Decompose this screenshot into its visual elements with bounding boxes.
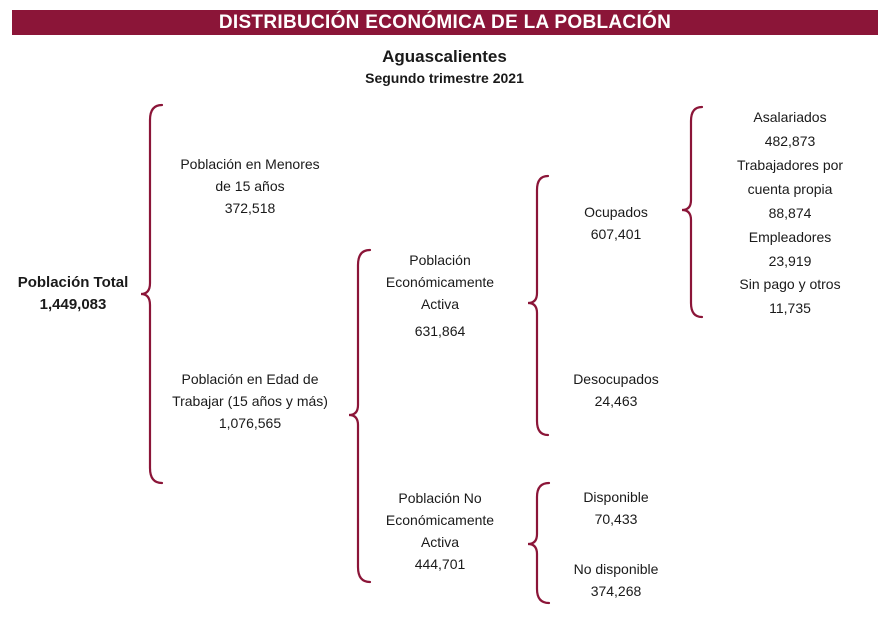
pnea-label-1: Población No (398, 490, 482, 506)
cuenta-propia-label-1: Trabajadores por (736, 157, 844, 173)
menores-label-1: Población en Menores (180, 156, 320, 172)
node-cuenta-propia (710, 153, 870, 225)
menores-label-2: de 15 años (215, 178, 285, 194)
node-no-disponible (555, 558, 677, 602)
brace-edad-trabajar (349, 250, 370, 582)
pnea-label-2: Económicamente (385, 512, 495, 528)
pnea-value: 444,701 (414, 556, 466, 572)
pnea-label-3: Activa (420, 534, 460, 550)
node-empleadores (710, 225, 870, 273)
pea-label-3: Activa (420, 296, 460, 312)
pea-label-1: Población (409, 252, 471, 268)
empleadores-value: 23,919 (768, 253, 812, 269)
node-disponible (560, 486, 672, 530)
poblacion-total-label: Población Total (17, 274, 129, 291)
node-menores-15 (160, 153, 340, 219)
pea-value: 631,864 (414, 323, 466, 339)
region-title: Aguascalientes (382, 47, 507, 66)
no-disponible-value: 374,268 (590, 583, 642, 599)
no-disponible-label: No disponible (573, 561, 659, 577)
edad-trabajar-value: 1,076,565 (218, 415, 282, 431)
title-banner: DISTRIBUCIÓN ECONÓMICA DE LA POBLACIÓN (12, 10, 878, 35)
pea-label-2: Económicamente (385, 274, 495, 290)
ocupados-label: Ocupados (584, 204, 648, 220)
cuenta-propia-value: 88,874 (768, 205, 812, 221)
desocupados-label: Desocupados (573, 371, 659, 387)
brace-pnea (528, 483, 549, 603)
desocupados-value: 24,463 (594, 393, 638, 409)
node-poblacion-total (6, 272, 140, 316)
empleadores-label: Empleadores (748, 229, 832, 245)
period-subtitle: Segundo trimestre 2021 (365, 70, 524, 86)
node-sin-pago (710, 272, 870, 320)
edad-trabajar-label-2: Trabajar (15 años y más) (172, 393, 328, 409)
sin-pago-value: 11,735 (769, 300, 811, 316)
brace-pea (528, 176, 548, 435)
node-pea (370, 249, 510, 342)
node-asalariados (710, 105, 870, 153)
node-pnea (370, 487, 510, 575)
sin-pago-label: Sin pago y otros (739, 276, 841, 292)
asalariados-value: 482,873 (764, 133, 816, 149)
menores-value: 372,518 (224, 200, 276, 216)
node-desocupados (555, 368, 677, 412)
disponible-value: 70,433 (594, 511, 638, 527)
node-ocupados (560, 201, 672, 245)
edad-trabajar-label-1: Población en Edad de (181, 371, 319, 387)
cuenta-propia-label-2: cuenta propia (747, 181, 833, 197)
disponible-label: Disponible (583, 489, 649, 505)
brace-ocupados (682, 107, 702, 317)
poblacion-total-value: 1,449,083 (39, 296, 107, 313)
node-edad-trabajar (150, 368, 350, 434)
asalariados-label: Asalariados (753, 109, 827, 125)
ocupados-value: 607,401 (590, 226, 642, 242)
